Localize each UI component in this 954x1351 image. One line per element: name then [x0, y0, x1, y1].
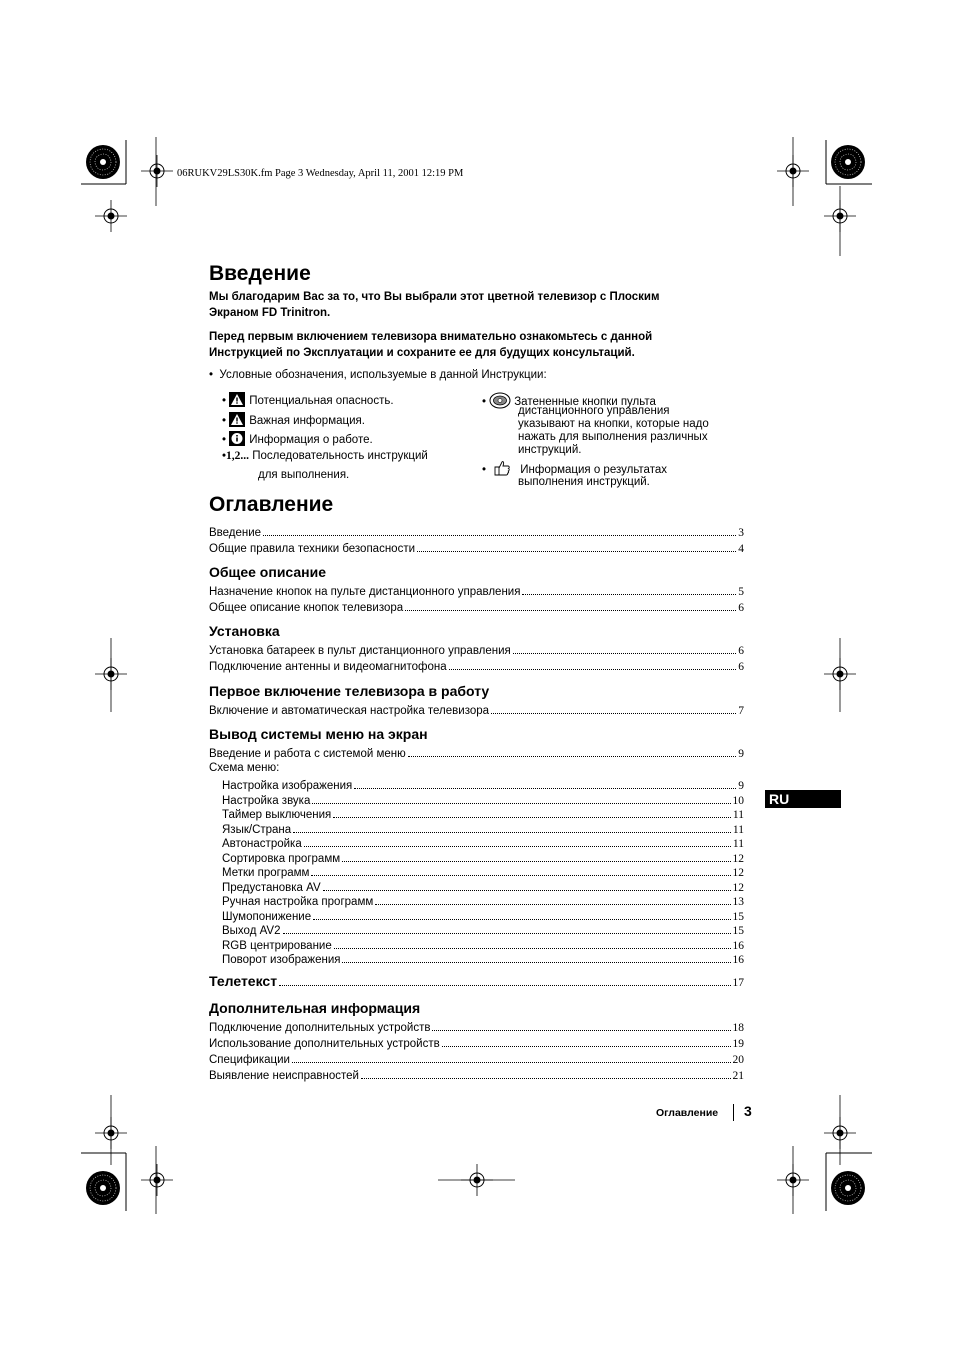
- legend-text-line: выполнения инструкций.: [518, 476, 650, 488]
- leader-dots: [449, 669, 737, 670]
- toc-entry[interactable]: [209, 1035, 744, 1050]
- toc-entry-label: Выход AV2: [222, 925, 281, 937]
- leader-dots: [432, 1030, 730, 1031]
- leader-dots: [293, 832, 731, 833]
- legend-item-important: [222, 412, 365, 429]
- toc-entry[interactable]: [209, 524, 744, 539]
- legend-text: Потенциальная опасность.: [249, 395, 394, 407]
- toc-entry-page: 6: [738, 645, 744, 657]
- intro-paragraph-1-line-2: Экраном FD Trinitron.: [209, 307, 331, 319]
- file-header-line: 06RUKV29LS30K.fm Page 3 Wednesday, April 11, 2001 12:19 PM: [177, 168, 464, 179]
- language-tab: RU: [765, 790, 841, 808]
- toc-entry-label: Настройка изображения: [222, 780, 353, 792]
- toc-entry[interactable]: [209, 658, 744, 673]
- footer-section-label: Оглавление: [656, 1107, 719, 1119]
- toc-entry[interactable]: [209, 599, 744, 614]
- toc-entry-label: RGB центрирование: [222, 939, 332, 952]
- toc-entry-page: 15: [732, 925, 744, 937]
- toc-entry-page: 17: [732, 977, 744, 989]
- bullet: •: [222, 395, 227, 407]
- intro-paragraph-1-line-1: Мы благодарим Вас за то, что Вы выбрали этот цветной телевизор с Плоским: [209, 291, 660, 303]
- legend-text: Важная информация.: [249, 415, 365, 427]
- toc-entry[interactable]: [209, 540, 744, 555]
- menu-scheme-entry[interactable]: [222, 850, 744, 865]
- toc-entry-page: 20: [732, 1054, 744, 1066]
- toc-entry-label: Подключение антенны и видеомагнитофона: [209, 661, 447, 673]
- toc-entry-page: 9: [738, 780, 744, 792]
- leader-dots: [491, 713, 736, 714]
- toc-entry-page: 12: [732, 867, 744, 879]
- toc-entry[interactable]: [209, 583, 744, 598]
- footer-divider: [733, 1104, 734, 1121]
- toc-entry[interactable]: [209, 702, 744, 717]
- legend-item-info: [222, 431, 373, 448]
- leader-dots: [263, 535, 736, 536]
- toc-entry-label: Автонастройка: [222, 838, 302, 850]
- toc-entry-page: 12: [732, 881, 744, 894]
- thumbs-up-icon: [493, 460, 511, 476]
- toc-entry-page: 21: [732, 1070, 744, 1082]
- leader-dots: [442, 1046, 731, 1047]
- menu-scheme-entry[interactable]: [222, 806, 744, 821]
- toc-entry-teletext[interactable]: [209, 972, 744, 989]
- toc-entry-label: Предустановка AV: [222, 881, 321, 894]
- legend-text-line: нажать для выполнения различных: [518, 431, 708, 443]
- legend-item-danger: [222, 392, 394, 409]
- leader-dots: [408, 756, 737, 757]
- toc-entry-label: Шумопонижение: [222, 910, 312, 923]
- intro-paragraph-2-line-2: Инструкцией по Эксплуатации и сохраните ее для будущих консультаций.: [209, 347, 635, 359]
- leader-dots: [279, 985, 730, 986]
- toc-entry-label: Ручная настройка программ: [222, 896, 374, 908]
- page-number: 3: [744, 1103, 752, 1119]
- toc-title: Оглавление: [209, 493, 334, 516]
- menu-scheme-entry[interactable]: [222, 792, 744, 807]
- toc-entry[interactable]: [209, 1051, 744, 1066]
- bullet: •: [482, 464, 487, 476]
- toc-entry-page: 11: [732, 809, 744, 821]
- legend-item-sequence: [222, 450, 428, 464]
- toc-entry-label: Подключение дополнительных устройств: [209, 1022, 431, 1034]
- menu-scheme-entry[interactable]: [222, 879, 744, 894]
- menu-scheme-entry[interactable]: [222, 835, 744, 850]
- toc-entry-page: 19: [732, 1038, 744, 1050]
- toc-entry[interactable]: [209, 745, 744, 760]
- toc-entry-label: Метки программ: [222, 867, 310, 879]
- toc-entry-label: Назначение кнопок на пульте дистанционного управления: [209, 586, 521, 598]
- bullet: •: [222, 415, 227, 427]
- remote-buttons-icon: [489, 392, 511, 409]
- toc-entry-label: Использование дополнительных устройств: [209, 1038, 440, 1050]
- toc-entry-page: 18: [732, 1022, 744, 1034]
- menu-scheme-entry[interactable]: [222, 908, 744, 923]
- intro-title: Введение: [209, 262, 311, 285]
- leader-dots: [354, 788, 736, 789]
- toc-entry[interactable]: [209, 1067, 744, 1082]
- toc-entry-label: Спецификации: [209, 1054, 290, 1066]
- legend-item-sequence-cont: для выполнения.: [258, 469, 350, 481]
- warning-triangle-icon: [229, 412, 245, 427]
- bullet: •: [222, 434, 227, 446]
- toc-section-title: Вывод системы меню на экран: [209, 726, 428, 742]
- warning-triangle-icon: [229, 392, 245, 407]
- toc-entry-page: 6: [738, 602, 744, 614]
- legend-text: Информация о результатах: [520, 464, 667, 476]
- leader-dots: [417, 551, 736, 552]
- leader-dots: [292, 1062, 731, 1063]
- bullet: •: [209, 369, 214, 381]
- menu-scheme-label: Схема меню:: [209, 762, 280, 774]
- leader-dots: [312, 803, 730, 804]
- toc-entry-label: Общее описание кнопок телевизора: [209, 602, 404, 614]
- leader-dots: [513, 653, 736, 654]
- legend-text: Информация о работе.: [249, 434, 373, 446]
- toc-entry-page: 10: [732, 794, 744, 807]
- toc-entry-page: 11: [732, 823, 744, 836]
- menu-scheme-entry[interactable]: [222, 893, 744, 908]
- leader-dots: [313, 919, 730, 920]
- toc-entry-label: Установка батареек в пульт дистанционного управления: [209, 645, 511, 657]
- menu-scheme-entry[interactable]: [222, 922, 744, 937]
- toc-entry-page: 15: [732, 910, 744, 923]
- toc-entry-page: 11: [732, 838, 744, 850]
- leader-dots: [304, 846, 731, 847]
- leader-dots: [342, 861, 730, 862]
- info-icon: [229, 431, 245, 446]
- leader-dots: [311, 875, 730, 876]
- toc-entry-label: Общие правила техники безопасности: [209, 543, 416, 555]
- intro-paragraph-1: [209, 289, 749, 321]
- toc-entry[interactable]: [209, 642, 744, 657]
- toc-entry-page: 6: [738, 661, 744, 673]
- toc-entry-page: 3: [738, 527, 744, 539]
- sequence-bullet: •1,2...: [222, 450, 250, 462]
- legend-text-line: указывают на кнопки, которые надо: [518, 418, 709, 430]
- toc-section-title: Первое включение телевизора в работу: [209, 683, 490, 699]
- intro-paragraph-2-line-1: Перед первым включением телевизора внимательно ознакомьтесь с данной: [209, 331, 653, 343]
- leader-dots: [375, 904, 730, 905]
- toc-entry-label: Введение и работа с системой меню: [209, 748, 406, 760]
- toc-entry-label: Поворот изображения: [222, 954, 341, 966]
- toc-entry-label: Таймер выключения: [222, 809, 332, 821]
- legend-item-result: [482, 460, 667, 478]
- toc-entry[interactable]: [209, 1019, 744, 1034]
- toc-entry-label: Сортировка программ: [222, 852, 341, 865]
- leader-dots: [342, 962, 730, 963]
- toc-entry-label: Язык/Страна: [222, 823, 292, 836]
- toc-entry-label: Включение и автоматическая настройка телевизора: [209, 705, 490, 717]
- leader-dots: [323, 890, 731, 891]
- leader-dots: [283, 933, 731, 934]
- legend-text-line: инструкций.: [518, 444, 582, 456]
- toc-entry-page: 5: [738, 586, 744, 598]
- toc-section-title: Дополнительная информация: [209, 1000, 421, 1016]
- toc-entry-label: Введение: [209, 527, 262, 539]
- toc-entry-page: 16: [732, 954, 744, 966]
- toc-entry-page: 12: [732, 852, 744, 865]
- leader-dots: [333, 817, 731, 818]
- bullet: •: [482, 396, 487, 408]
- menu-scheme-entry[interactable]: [222, 937, 744, 952]
- toc-entry-label: Настройка звука: [222, 794, 311, 807]
- toc-entry-page: 13: [732, 896, 744, 908]
- menu-scheme-entry[interactable]: [222, 951, 744, 966]
- toc-entry-page: 9: [738, 748, 744, 760]
- leader-dots: [334, 948, 731, 949]
- legend-text-line: дистанционного управления: [518, 405, 670, 417]
- legend-text: Последовательность инструкций: [252, 450, 428, 462]
- menu-scheme-entry[interactable]: [222, 821, 744, 836]
- toc-section-title: Общее описание: [209, 564, 327, 580]
- toc-entry-page: 16: [732, 939, 744, 952]
- conventions-text: Условные обозначения, используемые в данной Инструкции:: [219, 369, 547, 381]
- leader-dots: [361, 1078, 731, 1079]
- toc-entry-page: 4: [738, 543, 744, 555]
- toc-entry-label: Выявление неисправностей: [209, 1070, 359, 1082]
- legend-text: Затененные кнопки пульта: [514, 396, 656, 408]
- menu-scheme-entry[interactable]: [222, 777, 744, 792]
- toc-entry-page: 7: [738, 705, 744, 717]
- intro-paragraph-2: [209, 329, 749, 361]
- menu-scheme-entry[interactable]: [222, 864, 744, 879]
- toc-section-title: Установка: [209, 623, 280, 639]
- leader-dots: [522, 594, 736, 595]
- toc-section-title: Телетекст: [209, 973, 278, 989]
- leader-dots: [405, 610, 736, 611]
- conventions-line: [209, 369, 547, 383]
